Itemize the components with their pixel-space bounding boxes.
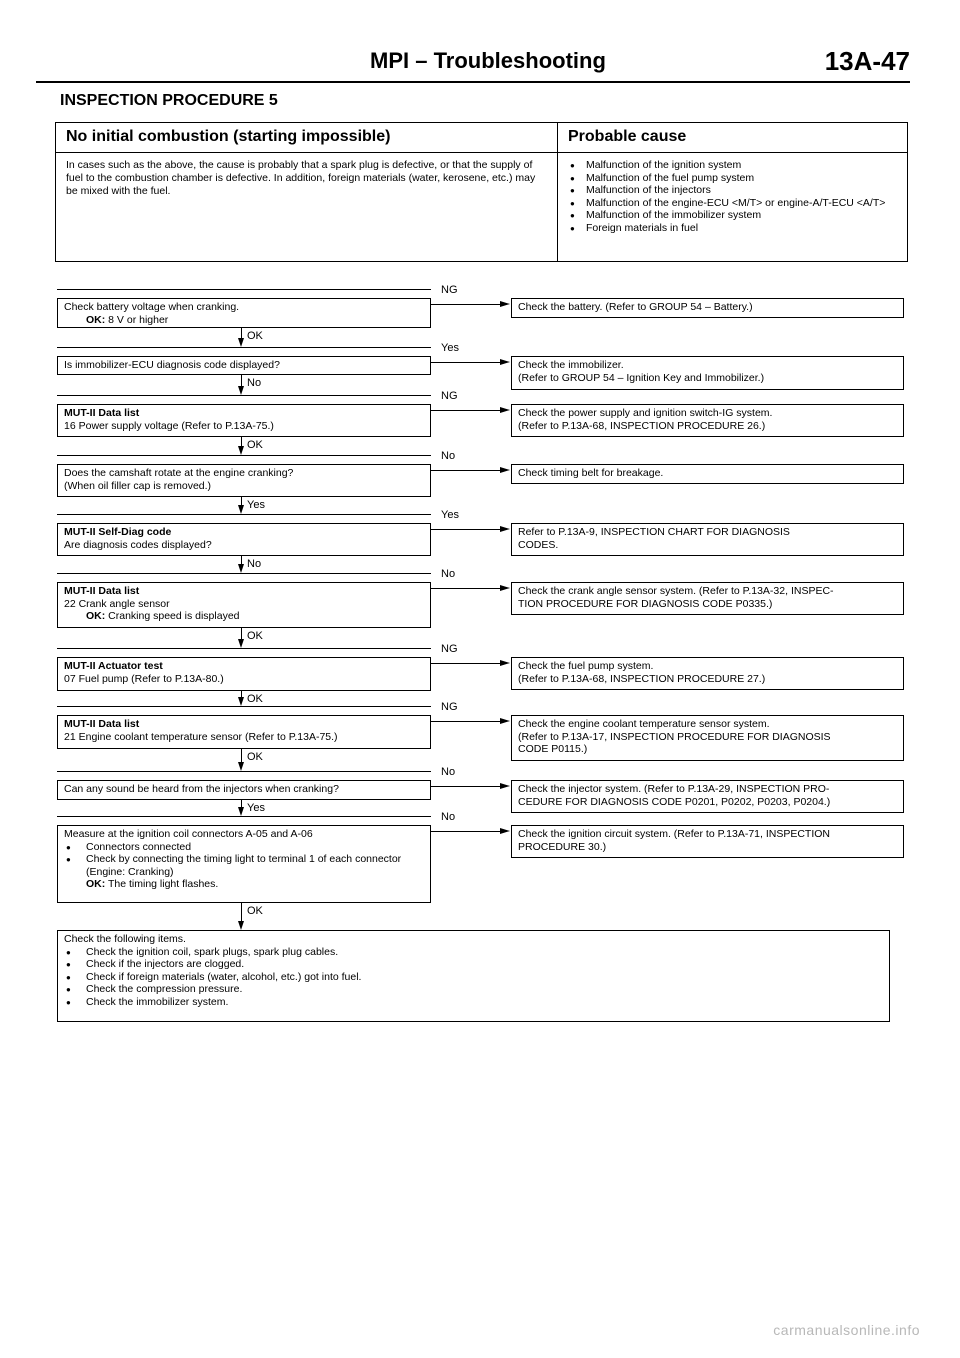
probable-cause-list: [558, 153, 907, 261]
cause-item: ● Malfunction of the immobilizer system: [586, 209, 897, 222]
probable-cause-header: Probable cause: [558, 123, 907, 153]
check-step-box: [57, 523, 431, 556]
ok-value: The timing light flashes.: [107, 878, 219, 890]
arrow-right-icon: [500, 828, 510, 834]
step-top-rule: [57, 816, 431, 817]
result-text: Check the engine coolant temperature sensor system.: [518, 718, 770, 730]
result-text: Check the battery. (Refer to GROUP 54 – Battery.): [518, 301, 753, 313]
page-header-title: MPI – Troubleshooting: [370, 48, 606, 73]
arrow-down-icon: [238, 338, 244, 347]
step-text: Measure at the ignition coil connectors A-05 and A-06: [64, 828, 313, 840]
step-ok-criteria: [64, 878, 424, 891]
step-text: (When oil filler cap is removed.): [64, 479, 212, 492]
branch-label: Yes: [441, 509, 459, 521]
final-check-box: [57, 930, 890, 1022]
result-box: [511, 404, 904, 437]
final-check-item: ● Check the immobilizer system.: [64, 996, 883, 1009]
result-text: CODES.: [518, 538, 559, 551]
final-check-item: ● Check if the injectors are clogged.: [64, 958, 883, 971]
header-rule: [36, 81, 910, 83]
result-box: [511, 657, 904, 690]
branch-label: No: [441, 568, 456, 580]
result-text: Check the immobilizer.: [518, 359, 624, 371]
branch-connector: [431, 831, 503, 832]
result-text: (Refer to P.13A-17, INSPECTION PROCEDURE FOR DIAGNOSIS: [518, 730, 831, 743]
branch-label: NG: [441, 643, 458, 655]
check-step-box: [57, 298, 431, 328]
final-check-item: ● Check if foreign materials (water, alcohol, etc.) got into fuel.: [64, 971, 883, 984]
step-ok-criteria: [64, 314, 424, 327]
down-label: Yes: [247, 802, 265, 814]
step-text: 21 Engine coolant temperature sensor (Refer to P.13A-75.): [64, 730, 338, 743]
step-top-rule: [57, 514, 431, 515]
arrow-down-icon: [238, 386, 244, 395]
result-text: (Refer to P.13A-68, INSPECTION PROCEDURE 27.): [518, 672, 766, 685]
step-text: Does the camshaft rotate at the engine cranking?: [64, 467, 294, 479]
cause-item: ● Malfunction of the injectors: [586, 184, 897, 197]
step-tool-title: MUT-II Data list: [64, 585, 140, 597]
check-step-box: [57, 404, 431, 437]
down-label: OK: [247, 905, 263, 917]
result-text: Check the power supply and ignition switch-IG system.: [518, 407, 773, 419]
step-top-rule: [57, 455, 431, 456]
branch-connector: [431, 786, 503, 787]
step-top-rule: [57, 573, 431, 574]
check-step-box: [57, 356, 431, 375]
section-title: INSPECTION PROCEDURE 5: [60, 92, 278, 109]
result-text: CODE P0115.): [518, 743, 588, 755]
step-top-rule: [57, 706, 431, 707]
result-text: TION PROCEDURE FOR DIAGNOSIS CODE P0335.): [518, 597, 773, 610]
cause-item: ● Malfunction of the fuel pump system: [586, 172, 897, 185]
branch-connector: [431, 362, 503, 363]
branch-connector: [431, 470, 503, 471]
arrow-right-icon: [500, 718, 510, 724]
result-text: Check the injector system. (Refer to P.13A-29, INSPECTION PRO-: [518, 783, 830, 795]
result-text: (Refer to GROUP 54 – Ignition Key and Immobilizer.): [518, 371, 765, 384]
branch-label: Yes: [441, 342, 459, 354]
down-label: OK: [247, 439, 263, 451]
arrow-down-icon: [238, 762, 244, 771]
ok-label: OK:: [86, 878, 106, 890]
arrow-down-icon: [238, 921, 244, 930]
arrow-right-icon: [500, 301, 510, 307]
result-text: Check timing belt for breakage.: [518, 467, 664, 479]
branch-connector: [431, 410, 503, 411]
down-label: No: [247, 558, 262, 570]
step-top-rule: [57, 648, 431, 649]
step-text: 22 Crank angle sensor: [64, 597, 170, 610]
arrow-right-icon: [500, 783, 510, 789]
branch-label: No: [441, 811, 456, 823]
step-tool-title: MUT-II Actuator test: [64, 660, 163, 672]
ok-value: Cranking speed is displayed: [108, 610, 240, 622]
down-label: OK: [247, 693, 263, 705]
branch-label: NG: [441, 390, 458, 402]
arrow-right-icon: [500, 407, 510, 413]
symptom-cause-table: [55, 122, 908, 262]
branch-label: NG: [441, 284, 458, 296]
ok-value: 8 V or higher: [108, 313, 169, 326]
arrow-right-icon: [500, 585, 510, 591]
branch-connector: [431, 721, 503, 722]
symptom-header: No initial combustion (starting impossible): [56, 123, 558, 153]
result-box: [511, 715, 904, 761]
step-top-rule: [57, 289, 431, 290]
result-text: CEDURE FOR DIAGNOSIS CODE P0201, P0202, P0203, P0204.): [518, 795, 831, 808]
step-bullet: ● Connectors connected: [64, 841, 424, 854]
down-label: OK: [247, 751, 263, 763]
step-text: Is immobilizer-ECU diagnosis code displayed?: [64, 359, 280, 371]
result-box: [511, 298, 904, 318]
arrow-down-icon: [238, 564, 244, 573]
branch-connector: [431, 304, 503, 305]
down-label: OK: [247, 630, 263, 642]
down-label: No: [247, 377, 262, 389]
step-tool-title: MUT-II Data list: [64, 407, 140, 419]
result-box: [511, 780, 904, 813]
ok-label: OK:: [86, 313, 106, 326]
down-connector: [241, 903, 242, 922]
down-label: Yes: [247, 499, 265, 511]
result-box: [511, 825, 904, 858]
step-tool-title: MUT-II Data list: [64, 718, 140, 730]
page-number: 13A-47: [824, 46, 910, 76]
step-text: Can any sound be heard from the injectors when cranking?: [64, 783, 339, 795]
check-step-box: [57, 582, 431, 628]
step-ok-criteria: [64, 610, 424, 623]
result-box: [511, 464, 904, 484]
arrow-right-icon: [500, 660, 510, 666]
result-text: (Refer to P.13A-68, INSPECTION PROCEDURE 26.): [518, 419, 766, 432]
cause-item: ● Malfunction of the ignition system: [586, 159, 897, 172]
branch-label: No: [441, 766, 456, 778]
step-bullet: ● Check by connecting the timing light to terminal 1 of each connector (Engine: Cranking): [64, 853, 424, 878]
watermark: carmanualsonline.info: [773, 1322, 920, 1338]
step-text: Check battery voltage when cranking.: [64, 301, 240, 313]
arrow-right-icon: [500, 359, 510, 365]
result-text: Check the ignition circuit system. (Refer to P.13A-71, INSPECTION: [518, 828, 831, 840]
step-text: 07 Fuel pump (Refer to P.13A-80.): [64, 672, 224, 685]
branch-label: No: [441, 450, 456, 462]
step-top-rule: [57, 395, 431, 396]
step-tool-title: MUT-II Self-Diag code: [64, 526, 172, 538]
result-box: [511, 582, 904, 615]
step-top-rule: [57, 347, 431, 348]
final-check-item: ● Check the ignition coil, spark plugs, spark plug cables.: [64, 946, 883, 959]
arrow-down-icon: [238, 505, 244, 514]
symptom-description: In cases such as the above, the cause is probably that a spark plug is defective, or that the supply of fuel to the combustion chamber is defective. In addition, foreign materials (water, kerosene, etc.) may be mixed with the fuel.: [56, 153, 558, 261]
result-box: [511, 523, 904, 556]
arrow-down-icon: [238, 697, 244, 706]
step-text: 16 Power supply voltage (Refer to P.13A-75.): [64, 419, 274, 432]
cause-item: ● Foreign materials in fuel: [586, 222, 897, 235]
result-text: PROCEDURE 30.): [518, 840, 607, 853]
arrow-right-icon: [500, 467, 510, 473]
branch-label: NG: [441, 701, 458, 713]
step-text: Are diagnosis codes displayed?: [64, 538, 212, 551]
branch-connector: [431, 529, 503, 530]
result-box: [511, 356, 904, 390]
step-top-rule: [57, 771, 431, 772]
arrow-down-icon: [238, 807, 244, 816]
cause-item: ● Malfunction of the engine-ECU <M/T> or engine-A/T-ECU <A/T>: [586, 197, 897, 210]
result-text: Refer to P.13A-9, INSPECTION CHART FOR DIAGNOSIS: [518, 526, 790, 538]
final-check-item: ● Check the compression pressure.: [64, 983, 883, 996]
result-text: Check the crank angle sensor system. (Refer to P.13A-32, INSPEC-: [518, 585, 834, 597]
check-step-box: [57, 825, 431, 903]
branch-connector: [431, 588, 503, 589]
result-text: Check the fuel pump system.: [518, 660, 654, 672]
down-label: OK: [247, 330, 263, 342]
branch-connector: [431, 663, 503, 664]
arrow-right-icon: [500, 526, 510, 532]
check-step-box: [57, 657, 431, 691]
check-step-box: [57, 464, 431, 497]
arrow-down-icon: [238, 446, 244, 455]
final-check-title: Check the following items.: [64, 933, 186, 945]
down-connector: [241, 749, 242, 763]
check-step-box: [57, 715, 431, 749]
ok-label: OK:: [86, 610, 106, 622]
arrow-down-icon: [238, 639, 244, 648]
check-step-box: [57, 780, 431, 800]
